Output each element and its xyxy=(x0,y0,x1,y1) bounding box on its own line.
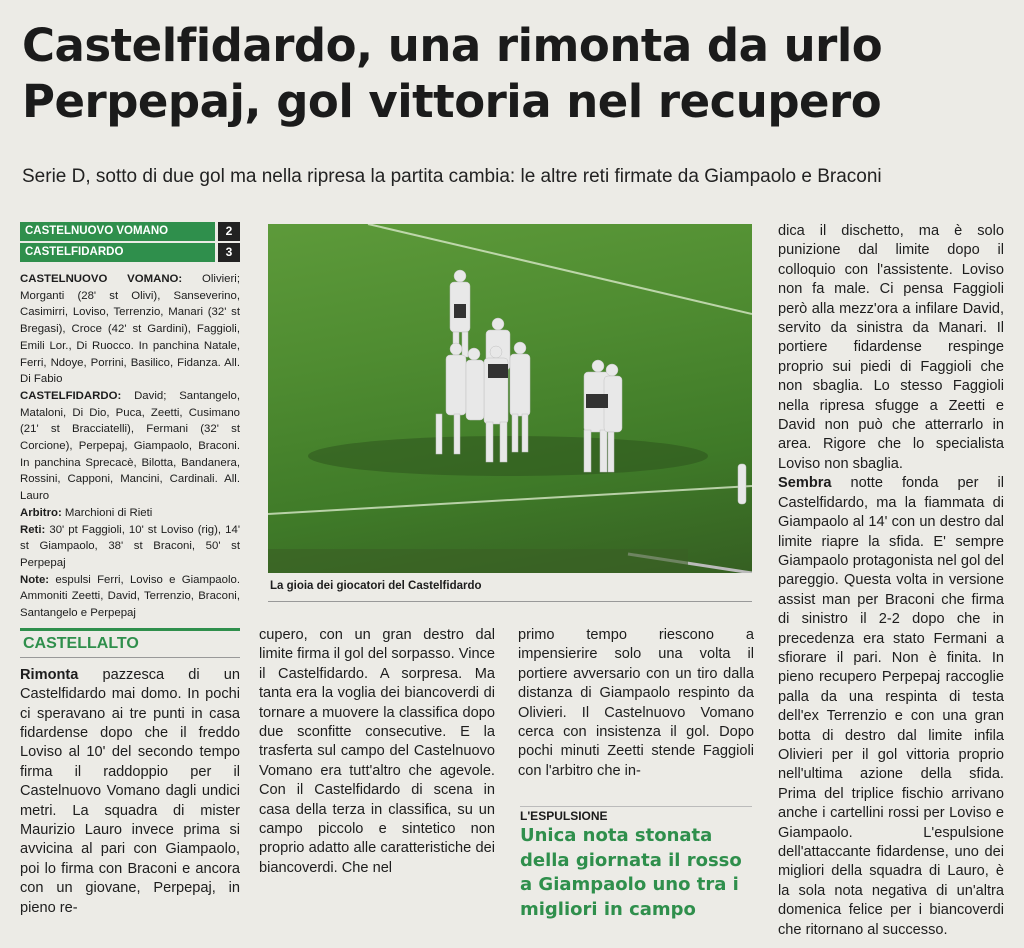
box-text: Unica nota stonata della giornata il rosso a Giampaolo uno tra i migliori in campo xyxy=(520,825,742,920)
section-divider xyxy=(20,657,240,658)
lineup-home-text: Olivieri; Morganti (28' st Olivi), Sanseverino, Casimirri, Loviso, Terrenzio, Manari (32' st Bregasi), Croce (42' st Gardini), Faggioli, Emili Lor., Di Ruocco. In panchina Natale, Ferri, Ndoye, Porrini, Basilico, Fidanza. All. Di Fabio xyxy=(20,273,240,386)
goals-text: 30' pt Faggioli, 10' st Loviso (rig), 14' st Giampaolo, 38' st Braconi, 50' st Perpepaj xyxy=(20,523,240,569)
subheadline: Serie D, sotto di due gol ma nella ripresa la partita cambia: le altre reti firmate da Giampaolo e Braconi xyxy=(22,166,882,187)
photo-illustration xyxy=(268,224,752,573)
score-value-home: 2 xyxy=(218,222,240,241)
score-row-away xyxy=(20,243,240,262)
box-label: L'ESPULSIONE xyxy=(520,806,752,823)
headline-line-1: Castelfidardo, una rimonta da urlo xyxy=(22,19,883,72)
column-3 xyxy=(518,626,754,781)
photo-caption: La gioia dei giocatori del Castelfidardo xyxy=(270,580,482,592)
article-col2: cupero, con un gran destro dal limite firma il gol del sorpasso. Vince il Castelfidardo. A sorpresa. Ma tanta era la voglia dei biancoverdi di tornare a muovere la classifica dopo due sconfitte consecutive. E la trasferta sul campo del Castelnuovo Vomano era tutt'altro che agevole. Con il Castelfidardo di scena in casa della terza in classifica, su un campo piccolo e sintetico non proprio adatto alle caratteristiche dei biancoverdi. Che nel xyxy=(259,627,495,876)
score-team-home: CASTELNUOVO VOMANO xyxy=(20,222,215,241)
headline xyxy=(22,18,1012,130)
article-col3: primo tempo riescono a impensierire solo una volta il portiere avversario con un tiro dalla distanza di Giampaolo respinto da Olivieri. Il Castelnuovo Vomano cerca con insistenza il gol. Dopo pochi minuti Zeetti stende Faggioli con l'arbitro che in- xyxy=(518,627,754,779)
notes xyxy=(20,572,240,622)
scoreboard xyxy=(20,222,240,262)
score-team-away: CASTELFIDARDO xyxy=(20,243,215,262)
article-col4-p2-text: notte fonda per il Castelfidardo, ma la fiammata di Giampaolo al 14' con un destro dal limite riapre la sfida. E' sempre Giampaolo protagonista nel gol del pareggio. Questa volta in versione assist man per Braconi che firma di sinistro il 2-2 dopo che in precedenza era stato Fermani a sfiorare il pari. Non è finita. In pieno recupero Perpepaj raccoglie palla da una respinta di testa dell'ex Terrenzio e con una gran botta di destro dal limite infila Olivieri per il gol vittoria proprio nell'ultima azione della sfida. Prima del triplice fischio arrivano anche i cartellini rossi per Loviso e Giampaolo. L'espulsione dell'attaccante fidardense, uno dei migliori della squadra di Lauro, è la sola nota negativa di un'altra domenica felice per i biancoverdi che ritornano al successo. xyxy=(778,475,1004,938)
score-row-home xyxy=(20,222,240,241)
notes-text: espulsi Ferri, Loviso e Giampaolo. Ammoniti Zeetti, David, Terrenzio, Braconi, Santangelo e Perpepaj xyxy=(20,573,240,620)
match-report xyxy=(20,271,240,622)
match-photo xyxy=(268,224,752,573)
headline-line-2: Perpepaj, gol vittoria nel recupero xyxy=(22,75,882,128)
article-col4-lead: Sembra xyxy=(778,475,832,492)
notes-label: Note: xyxy=(20,573,50,586)
caption-rule xyxy=(268,601,752,602)
article-col1 xyxy=(20,666,240,918)
section-label: CASTELLALTO xyxy=(23,634,139,652)
referee-text: Marchioni di Rieti xyxy=(61,506,153,519)
article-col4-p2 xyxy=(778,474,1004,940)
article-col1-text: pazzesca di un Castelfidardo mai domo. In pochi ci speravano ai tre punti in casa fidardense dopo che il freddo Loviso al 10' del secondo tempo firma il raddoppio per il Castelnuovo Vomano dagli undici metri. La squadra di mister Maurizio Lauro invece prima si avvicina al pari con Giampaolo, poi lo firma con Braconi e ancora con un giovane, Perpepaj, in pieno re- xyxy=(20,666,240,916)
referee-label: Arbitro: xyxy=(20,506,62,519)
lineup-away-text: David; Santangelo, Mataloni, Di Dio, Puca, Zeetti, Cusimano (21' st Bracciatelli), Fermani (32' st Corcione), Perpepaj, Giampaolo, Braconi. In panchina Sprecacè, Bilotta, Bandanera, Rossini, Capponi, Mancini, Cardinali. All. Lauro xyxy=(20,389,240,503)
score-value-away: 3 xyxy=(218,243,240,262)
column-1 xyxy=(20,222,240,918)
article-lead: Rimonta xyxy=(20,666,79,683)
column-4 xyxy=(778,222,1004,940)
goals-label: Reti: xyxy=(20,523,46,536)
article-col4-p1: dica il dischetto, ma è solo punizione dal limite dopo il colloquio con l'assistente. Loviso non fa male. Ci pensa Faggioli però alla mezz'ora a infilare David, servito da sinistra da Manari. Il portiere fidardense respinge proprio sui piedi di Faggioli che non sbaglia. Lo stesso Faggioli nella ripresa sfugge a Zeetti e David non può che atterrarlo in area. Rigore che lo specialista Loviso non sbaglia. xyxy=(778,223,1004,472)
lineup-away-label: CASTELFIDARDO: xyxy=(20,389,122,402)
goals xyxy=(20,522,240,572)
lineup-home-label: CASTELNUOVO VOMANO: xyxy=(20,273,183,285)
column-2 xyxy=(259,626,495,878)
referee xyxy=(20,505,240,522)
lineup-away xyxy=(20,388,240,505)
lineup-home xyxy=(20,271,240,388)
